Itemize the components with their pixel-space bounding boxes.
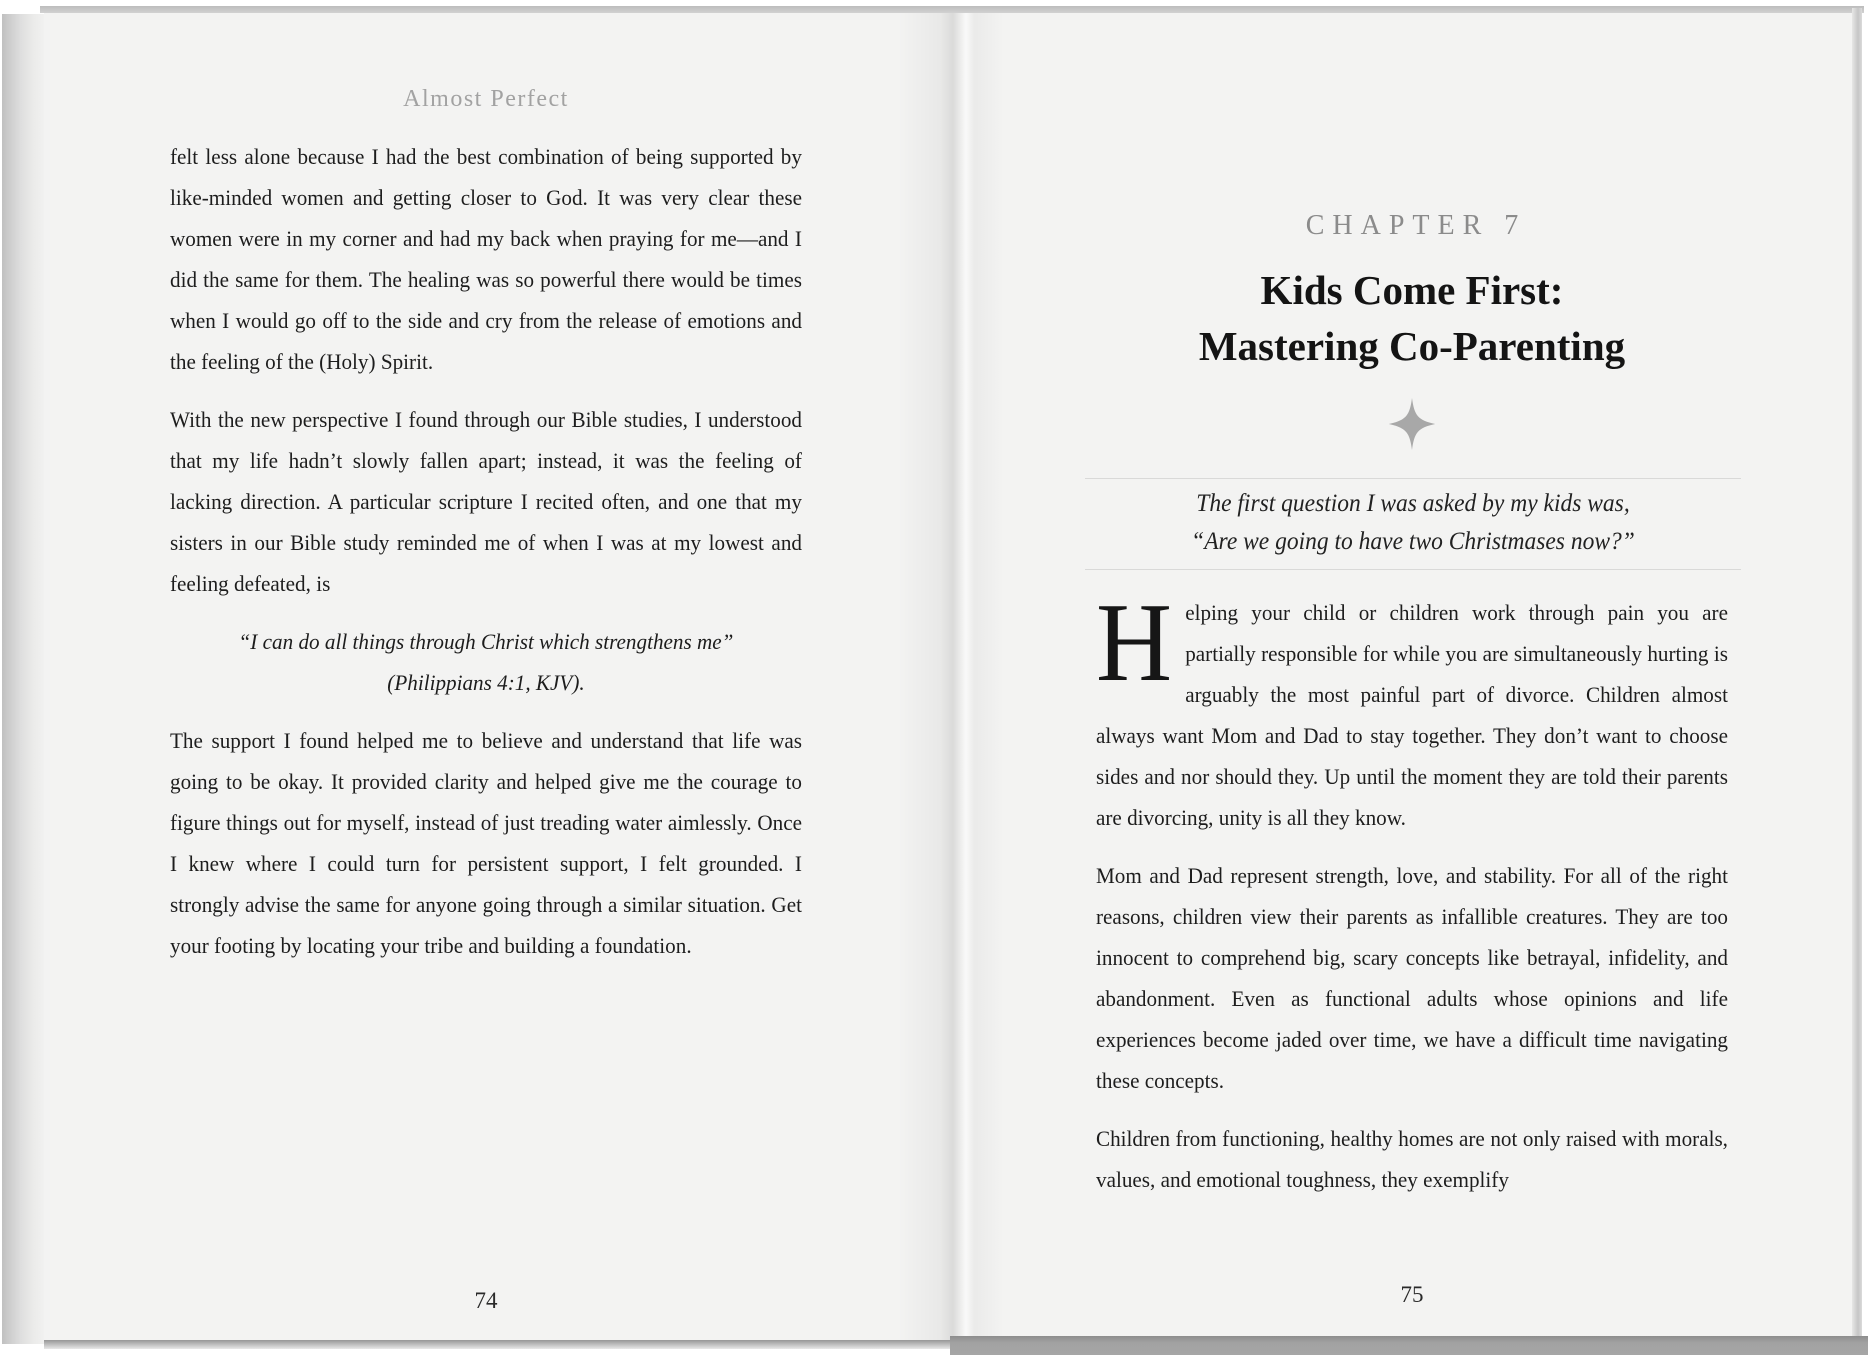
- left-page-text-block: [170, 136, 802, 983]
- chapter-title-line-2: Mastering Co-Parenting: [1198, 323, 1626, 369]
- body-paragraph: Mom and Dad represent strength, love, and stability. For all of the right reasons, children view their parents as infallible creatures. They are too innocent to comprehend big, scary concepts like betrayal, infidelity, and abandonment. Even as functional adults whose opinions and life experiences become jaded over time, we have a difficult time navigating these concepts.: [1096, 863, 1728, 1093]
- body-paragraph: felt less alone because I had the best combination of being supported by like-minded women and getting closer to God. It was very clear these women were in my corner and had my back when praying for me—and I did the same for them. The healing was so powerful there would be times when I would go off to the side and cry from the release of emotions and the feeling of the (Holy) Spirit.: [170, 144, 802, 374]
- four-pointed-star-icon: [1388, 398, 1436, 450]
- opening-paragraph: [1096, 581, 1728, 838]
- chapter-ornament: [1096, 398, 1728, 450]
- book-gutter-shadow: [898, 12, 1004, 1340]
- chapter-label: CHAPTER 7: [1305, 210, 1527, 241]
- body-paragraph: With the new perspective I found through our Bible studies, I understood that my life hadn’t slowly fallen apart; instead, it was the feeling of lacking direction. A particular scripture I recited often, and one that my sisters in our Bible study reminded me of when I was at my lowest and feeling defeated, is: [170, 407, 802, 596]
- scripture-quote-line-2: (Philippians 4:1, KJV).: [387, 670, 585, 695]
- right-page-text-block: [1096, 581, 1728, 1217]
- chapter-title-line-1: Kids Come First:: [1260, 267, 1564, 313]
- desk-surface: [950, 1336, 1868, 1355]
- epigraph: [1085, 478, 1741, 570]
- epigraph-line-2: “Are we going to have two Christmases now?”: [1191, 528, 1635, 555]
- book-top-edge: [40, 6, 1864, 13]
- scripture-quote-line-1: “I can do all things through Christ which strengthens me”: [238, 629, 734, 654]
- body-paragraph: The support I found helped me to believe and understand that life was going to be okay. It provided clarity and helped give me the courage to figure things out for myself, instead of just treading water aimlessly. Once I knew where I could turn for persistent support, I felt grounded. I strongly advise the same for anyone going through a similar situation. Get your footing by locating your tribe and building a foundation.: [170, 728, 802, 958]
- drop-cap: H: [1096, 581, 1173, 705]
- book-right-edge: [1852, 8, 1862, 1348]
- epigraph-line-1: The first question I was asked by my kids was,: [1196, 490, 1630, 517]
- page-number: 75: [1400, 1282, 1424, 1307]
- chapter-title: [1096, 262, 1728, 374]
- body-paragraph: Children from functioning, healthy homes are not only raised with morals, values, and emotional toughness, they exemplify: [1096, 1126, 1728, 1192]
- left-page-bottom-edge: [44, 1340, 950, 1349]
- opening-paragraph-text: elping your child or children work through pain you are partially responsible for while you are simultaneously hurting is arguably the most painful part of divorce. Children almost always want Mom and Dad to stay together. They don’t want to choose sides and nor should they. Up until the moment they are told their parents are divorcing, unity is all they know.: [1096, 600, 1728, 830]
- page-number: 74: [474, 1288, 498, 1313]
- page-stack-edge: [2, 14, 44, 1344]
- running-header: Almost Perfect: [403, 86, 569, 112]
